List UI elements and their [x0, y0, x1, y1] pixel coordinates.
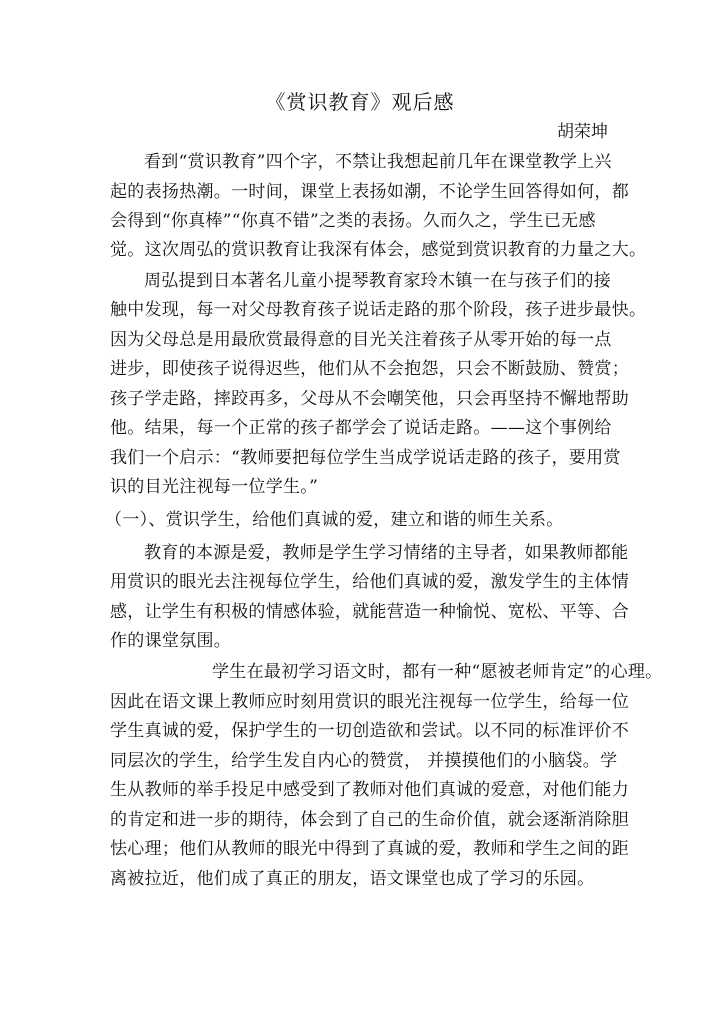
text-line: 学生在最初学习语文时，都有一种“愿被老师肯定”的心理。	[212, 662, 663, 682]
text-line: 同层次的学生，给学生发自内心的赞赏， 并摸摸他们的小脑袋。学	[110, 751, 618, 771]
text-line: 进步，即使孩子说得迟些，他们从不会抱怨，只会不断鼓励、赞赏；	[110, 359, 629, 379]
text-line: 周弘提到日本著名儿童小提琴教育家玲木镇一在与孩子们的接	[144, 271, 612, 291]
text-line: 会得到“你真棒”“你真不错”之类的表扬。久而久之，学生已无感	[110, 211, 596, 231]
text-line: 学生真诚的爱，保护学生的一切创造欲和尝试。以不同的标准评价不	[110, 721, 629, 741]
text-line: 用赏识的眼光去注视每位学生，给他们真诚的爱，激发学生的主体情	[110, 572, 629, 592]
text-line: 因为父母总是用最欣赏最得意的目光关注着孩子从零开始的每一点	[110, 330, 612, 350]
text-line: 生从教师的举手投足中感受到了教师对他们真诚的爱意，对他们能力	[110, 780, 629, 800]
text-line: 的肯定和进一步的期待，体会到了自己的生命价值，就会逐渐消除胆	[110, 810, 629, 830]
text-line: 教育的本源是爱，教师是学生学习情绪的主导者，如果教师都能	[144, 543, 629, 563]
document-title: 《赏识教育》观后感	[265, 90, 455, 114]
text-line: 怯心理；他们从教师的眼光中得到了真诚的爱，教师和学生之间的距	[110, 839, 629, 859]
text-line: 看到“赏识教育”四个字，不禁让我想起前几年在课堂教学上兴	[144, 152, 612, 172]
text-line: 感，让学生有积极的情感体验，就能营造一种愉悦、宽松、平等、合	[110, 602, 629, 622]
text-line: 触中发现，每一对父母教育孩子说话走路的那个阶段，孩子进步最快。	[110, 300, 647, 320]
text-line: 觉。这次周弘的赏识教育让我深有体会，感觉到赏识教育的力量之大。	[110, 240, 647, 260]
author-name: 胡荣坤	[557, 122, 608, 142]
text-line: 识的目光注视每一位学生。”	[110, 477, 319, 497]
text-line: 他。结果，每一个正常的孩子都学会了说话走路。——这个事例给	[110, 418, 612, 438]
text-line: 离被拉近，他们成了真正的朋友，语文课堂也成了学习的乐园。	[110, 869, 595, 889]
text-line: 我们一个启示：“教师要把每位学生当成学说话走路的孩子，要用赏	[110, 448, 621, 468]
text-line: 因此在语文课上教师应时刻用赏识的眼光注视每一位学生，给每一位	[110, 692, 629, 712]
text-line: 起的表扬热潮。一时间，课堂上表扬如潮，不论学生回答得如何，都	[110, 182, 629, 202]
text-line: 作的课堂氛围。	[110, 631, 232, 651]
section-heading: （一）、赏识学生，给他们真诚的爱，建立和谐的师生关系。	[105, 510, 564, 530]
text-line: 孩子学走路，摔跤再多，父母从不会嘲笑他，只会再坚持不懈地帮助	[110, 389, 629, 409]
